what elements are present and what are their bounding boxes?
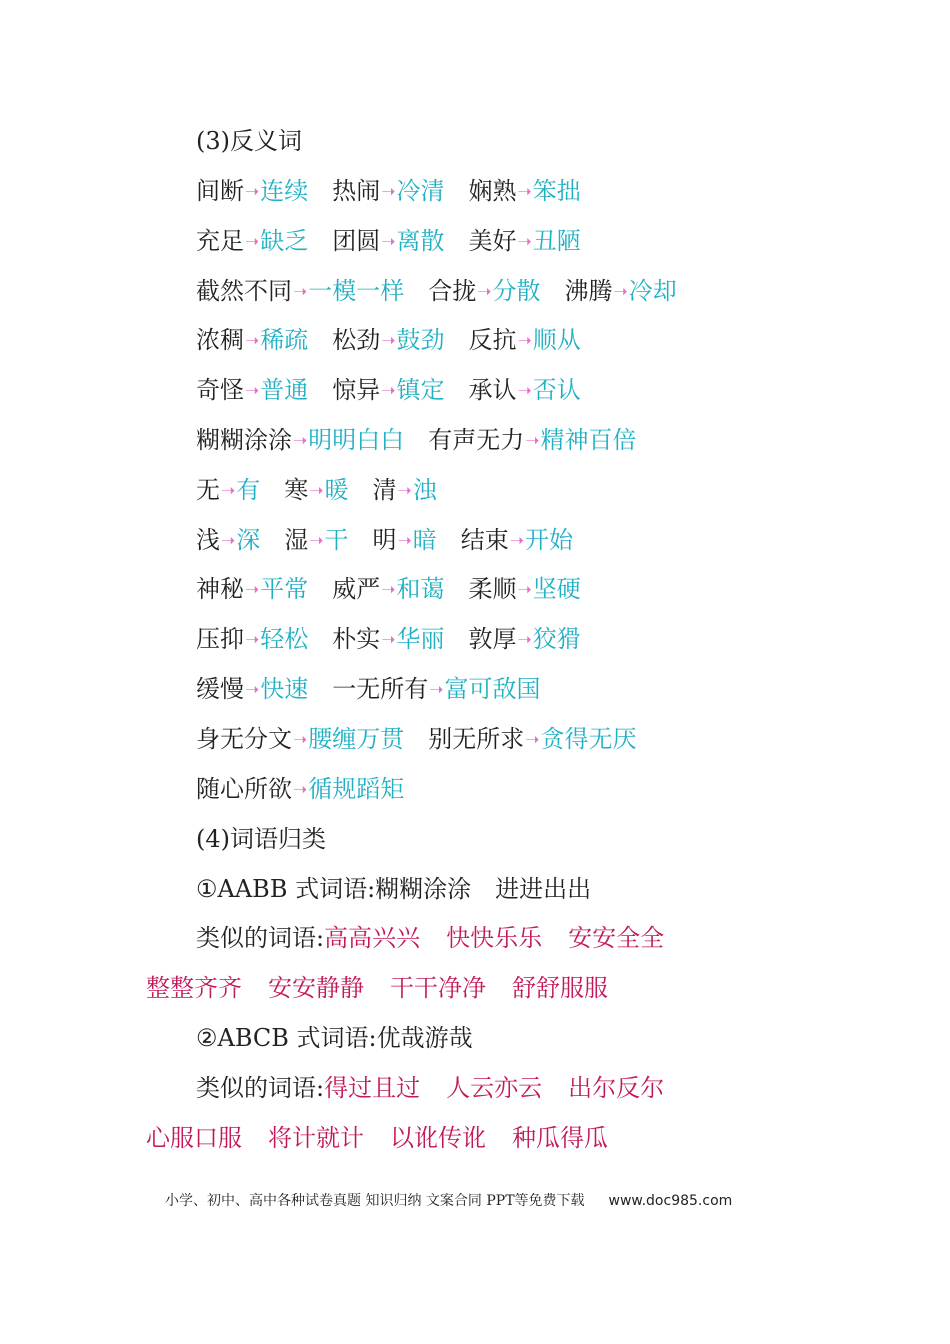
aabb-similar-words-2 (146, 974, 634, 1002)
similar-word: 心服口服 (146, 1124, 242, 1152)
arrow-icon: ➝ (245, 331, 260, 352)
antonym-opposite: 开始 (525, 525, 573, 554)
aabb-similar-line-2 (146, 968, 634, 1008)
arrow-icon: ➝ (245, 231, 260, 252)
similar-word: 安安全全 (568, 924, 665, 952)
similar-word: 将计就计 (268, 1124, 364, 1152)
similar-word: 安安静静 (268, 974, 364, 1002)
similar-word: 快快乐乐 (446, 924, 543, 952)
antonym-word: 结束 (460, 525, 509, 554)
similar-word: 出尔反尔 (568, 1074, 665, 1102)
classification-heading: (4)词语归类 (196, 825, 326, 853)
antonym-opposite: 狡猾 (532, 625, 581, 654)
arrow-icon: ➝ (429, 680, 444, 700)
antonym-pair (196, 370, 308, 413)
antonym-word: 浅 (196, 525, 220, 554)
antonym-opposite: 暗 (412, 525, 437, 554)
antonym-word: 朴实 (332, 625, 381, 654)
antonym-pair (196, 669, 308, 712)
antonym-word: 寒 (284, 475, 309, 504)
antonym-row (196, 719, 661, 759)
antonym-pair (332, 569, 444, 612)
antonym-opposite: 坚硬 (532, 575, 581, 604)
arrow-icon: ➝ (381, 630, 396, 651)
antonym-word: 承认 (468, 376, 517, 405)
antonym-pair (332, 221, 444, 264)
antonym-opposite: 明明白白 (308, 426, 405, 454)
antonym-pair (469, 370, 581, 413)
antonym-opposite: 否认 (532, 376, 581, 405)
antonym-pair (332, 669, 540, 712)
antonym-word: 随心所欲 (196, 774, 292, 803)
arrow-icon: ➝ (245, 580, 260, 601)
antonym-word: 娴熟 (468, 177, 517, 205)
arrow-icon: ➝ (293, 431, 308, 451)
antonym-opposite: 干 (324, 525, 349, 554)
antonym-pair (332, 171, 444, 214)
antonym-opposite: 分散 (492, 276, 541, 305)
antonym-word: 身无分文 (196, 724, 292, 753)
antonym-pair (373, 520, 437, 563)
arrow-icon: ➝ (381, 331, 396, 352)
antonym-word: 奇怪 (196, 376, 244, 405)
antonym-word: 浓稠 (196, 326, 244, 355)
footer (165, 1188, 732, 1214)
arrow-icon: ➝ (245, 680, 260, 700)
arrow-icon: ➝ (293, 779, 308, 800)
antonym-pair (284, 520, 348, 563)
antonym-word: 柔顺 (468, 575, 517, 604)
antonym-row (196, 520, 597, 560)
arrow-icon: ➝ (525, 729, 540, 750)
arrow-icon: ➝ (221, 530, 236, 551)
antonym-word: 清 (372, 475, 397, 504)
antonym-word: 一无所有 (332, 675, 429, 703)
arrow-icon: ➝ (381, 231, 396, 252)
antonym-pair (196, 470, 260, 513)
antonym-pair (469, 320, 581, 363)
arrow-icon: ➝ (509, 530, 524, 551)
similar-word: 以讹传讹 (390, 1124, 486, 1152)
aabb-similar-line-1 (196, 918, 690, 958)
antonym-opposite: 和蔼 (396, 575, 445, 604)
antonym-opposite: 平常 (260, 575, 309, 604)
antonym-row (196, 370, 605, 410)
antonym-word: 团圆 (332, 226, 381, 255)
antonym-row (196, 420, 661, 460)
antonym-pair (196, 520, 260, 563)
antonym-opposite: 腰缠万贯 (308, 724, 405, 753)
antonym-row (196, 221, 605, 261)
antonym-pair (196, 221, 308, 264)
antonym-pair (196, 769, 404, 812)
antonym-opposite: 轻松 (260, 625, 309, 654)
aabb-similar-label: 类似的词语: (196, 924, 325, 952)
antonym-opposite: 鼓劲 (396, 326, 445, 355)
arrow-icon: ➝ (517, 381, 532, 402)
abcb-similar-words-1 (324, 1074, 690, 1102)
arrow-icon: ➝ (293, 729, 308, 750)
antonym-opposite: 冷却 (628, 276, 677, 305)
antonym-pair (469, 171, 581, 214)
arrow-icon: ➝ (381, 580, 396, 601)
arrow-icon: ➝ (293, 281, 308, 302)
arrow-icon: ➝ (221, 480, 236, 501)
similar-word: 干干净净 (390, 974, 486, 1002)
antonyms-heading: (3)反义词 (196, 127, 302, 155)
aabb-similar-words-1 (324, 924, 690, 952)
antonym-word: 威严 (332, 575, 381, 604)
antonym-word: 别无所求 (428, 724, 525, 753)
antonym-word: 美好 (468, 226, 517, 255)
arrow-icon: ➝ (309, 530, 324, 551)
antonym-word: 惊异 (332, 376, 381, 405)
antonym-pair (428, 719, 636, 762)
footer-text: 小学、初中、高中各种试卷真题 知识归纳 文案合同 PPT等免费下载 (165, 1193, 585, 1209)
similar-word: 人云亦云 (446, 1074, 543, 1102)
antonym-pair (332, 619, 444, 662)
antonym-opposite: 稀疏 (260, 326, 309, 355)
arrow-icon: ➝ (517, 580, 532, 601)
similar-word: 得过且过 (324, 1074, 421, 1102)
antonym-row (196, 171, 605, 211)
antonym-word: 压抑 (196, 625, 244, 654)
abcb-similar-line-1 (196, 1068, 690, 1108)
arrow-icon: ➝ (477, 281, 492, 302)
antonym-pair (373, 470, 437, 513)
antonym-opposite: 冷清 (396, 177, 445, 205)
arrow-icon: ➝ (245, 182, 260, 202)
arrow-icon: ➝ (517, 182, 532, 202)
antonym-word: 沸腾 (564, 276, 613, 305)
antonym-opposite: 贪得无厌 (540, 724, 637, 753)
antonym-word: 热闹 (332, 177, 381, 205)
antonym-word: 充足 (196, 226, 244, 255)
antonym-opposite: 有 (236, 475, 261, 504)
antonym-opposite: 循规蹈矩 (308, 774, 405, 803)
antonym-word: 明 (372, 525, 397, 554)
antonym-pair (196, 569, 308, 612)
antonym-pair (196, 420, 404, 463)
antonym-word: 无 (196, 475, 220, 504)
antonym-opposite: 华丽 (396, 625, 445, 654)
similar-word: 整整齐齐 (146, 974, 242, 1002)
antonym-row (196, 271, 701, 311)
antonym-pair (332, 320, 444, 363)
arrow-icon: ➝ (245, 630, 260, 651)
antonym-row (196, 669, 565, 709)
antonym-word: 神秘 (196, 575, 244, 604)
antonym-opposite: 缺乏 (260, 226, 309, 255)
antonym-word: 湿 (284, 525, 309, 554)
antonym-opposite: 连续 (260, 177, 309, 205)
antonym-row (196, 470, 461, 510)
antonym-pair (196, 719, 404, 762)
antonym-opposite: 普通 (260, 376, 309, 405)
antonym-pair (196, 619, 308, 662)
antonym-opposite: 深 (236, 525, 261, 554)
similar-word: 舒舒服服 (512, 974, 608, 1002)
similar-word: 高高兴兴 (324, 924, 421, 952)
arrow-icon: ➝ (397, 480, 412, 501)
antonym-pair (469, 221, 581, 264)
antonym-word: 反抗 (468, 326, 517, 355)
antonym-word: 合拢 (428, 276, 477, 305)
arrow-icon: ➝ (381, 182, 396, 202)
arrow-icon: ➝ (309, 480, 324, 501)
antonym-opposite: 快速 (260, 675, 309, 703)
antonym-pair (196, 271, 404, 314)
footer-site-link[interactable]: www.doc985.com (608, 1193, 733, 1209)
antonym-opposite: 浊 (412, 475, 437, 504)
abcb-similar-line-2 (146, 1118, 634, 1158)
arrow-icon: ➝ (517, 331, 532, 352)
antonym-row (196, 769, 428, 809)
similar-word: 种瓜得瓜 (512, 1124, 608, 1152)
antonym-pair (332, 370, 444, 413)
arrow-icon: ➝ (613, 281, 628, 302)
antonym-pair (469, 569, 581, 612)
antonym-row (196, 320, 605, 360)
antonym-pair (196, 320, 308, 363)
arrow-icon: ➝ (525, 431, 540, 451)
antonym-pair (428, 420, 636, 463)
arrow-icon: ➝ (397, 530, 412, 551)
antonym-word: 间断 (196, 177, 244, 205)
antonym-pair (284, 470, 348, 513)
arrow-icon: ➝ (381, 381, 396, 402)
antonym-opposite: 笨拙 (532, 177, 581, 205)
antonym-pair (428, 271, 540, 314)
antonym-word: 截然不同 (196, 276, 292, 305)
antonym-pair (461, 520, 573, 563)
abcb-label: ②ABCB 式词语:优哉游哉 (196, 1024, 473, 1052)
antonym-row (196, 619, 605, 659)
abcb-similar-words-2 (146, 1124, 634, 1152)
arrow-icon: ➝ (517, 630, 532, 651)
antonym-opposite: 镇定 (396, 376, 445, 405)
antonym-pair (565, 271, 677, 314)
abcb-similar-label: 类似的词语: (196, 1074, 325, 1102)
antonym-pair (469, 619, 581, 662)
antonym-opposite: 一模一样 (308, 276, 405, 305)
antonym-opposite: 离散 (396, 226, 445, 255)
antonym-word: 有声无力 (428, 426, 525, 454)
aabb-label: ①AABB 式词语:糊糊涂涂 进进出出 (196, 875, 592, 903)
antonym-word: 敦厚 (468, 625, 517, 654)
antonym-word: 缓慢 (196, 675, 244, 703)
arrow-icon: ➝ (245, 381, 260, 402)
antonym-pair (196, 171, 308, 214)
antonym-opposite: 丑陋 (532, 226, 581, 255)
arrow-icon: ➝ (517, 231, 532, 252)
antonym-opposite: 暖 (324, 475, 349, 504)
antonym-opposite: 顺从 (532, 326, 581, 355)
antonym-opposite: 富可敌国 (444, 675, 541, 703)
antonym-opposite: 精神百倍 (540, 426, 637, 454)
antonym-word: 松劲 (332, 326, 381, 355)
antonym-row (196, 569, 605, 609)
antonym-word: 糊糊涂涂 (196, 426, 292, 454)
